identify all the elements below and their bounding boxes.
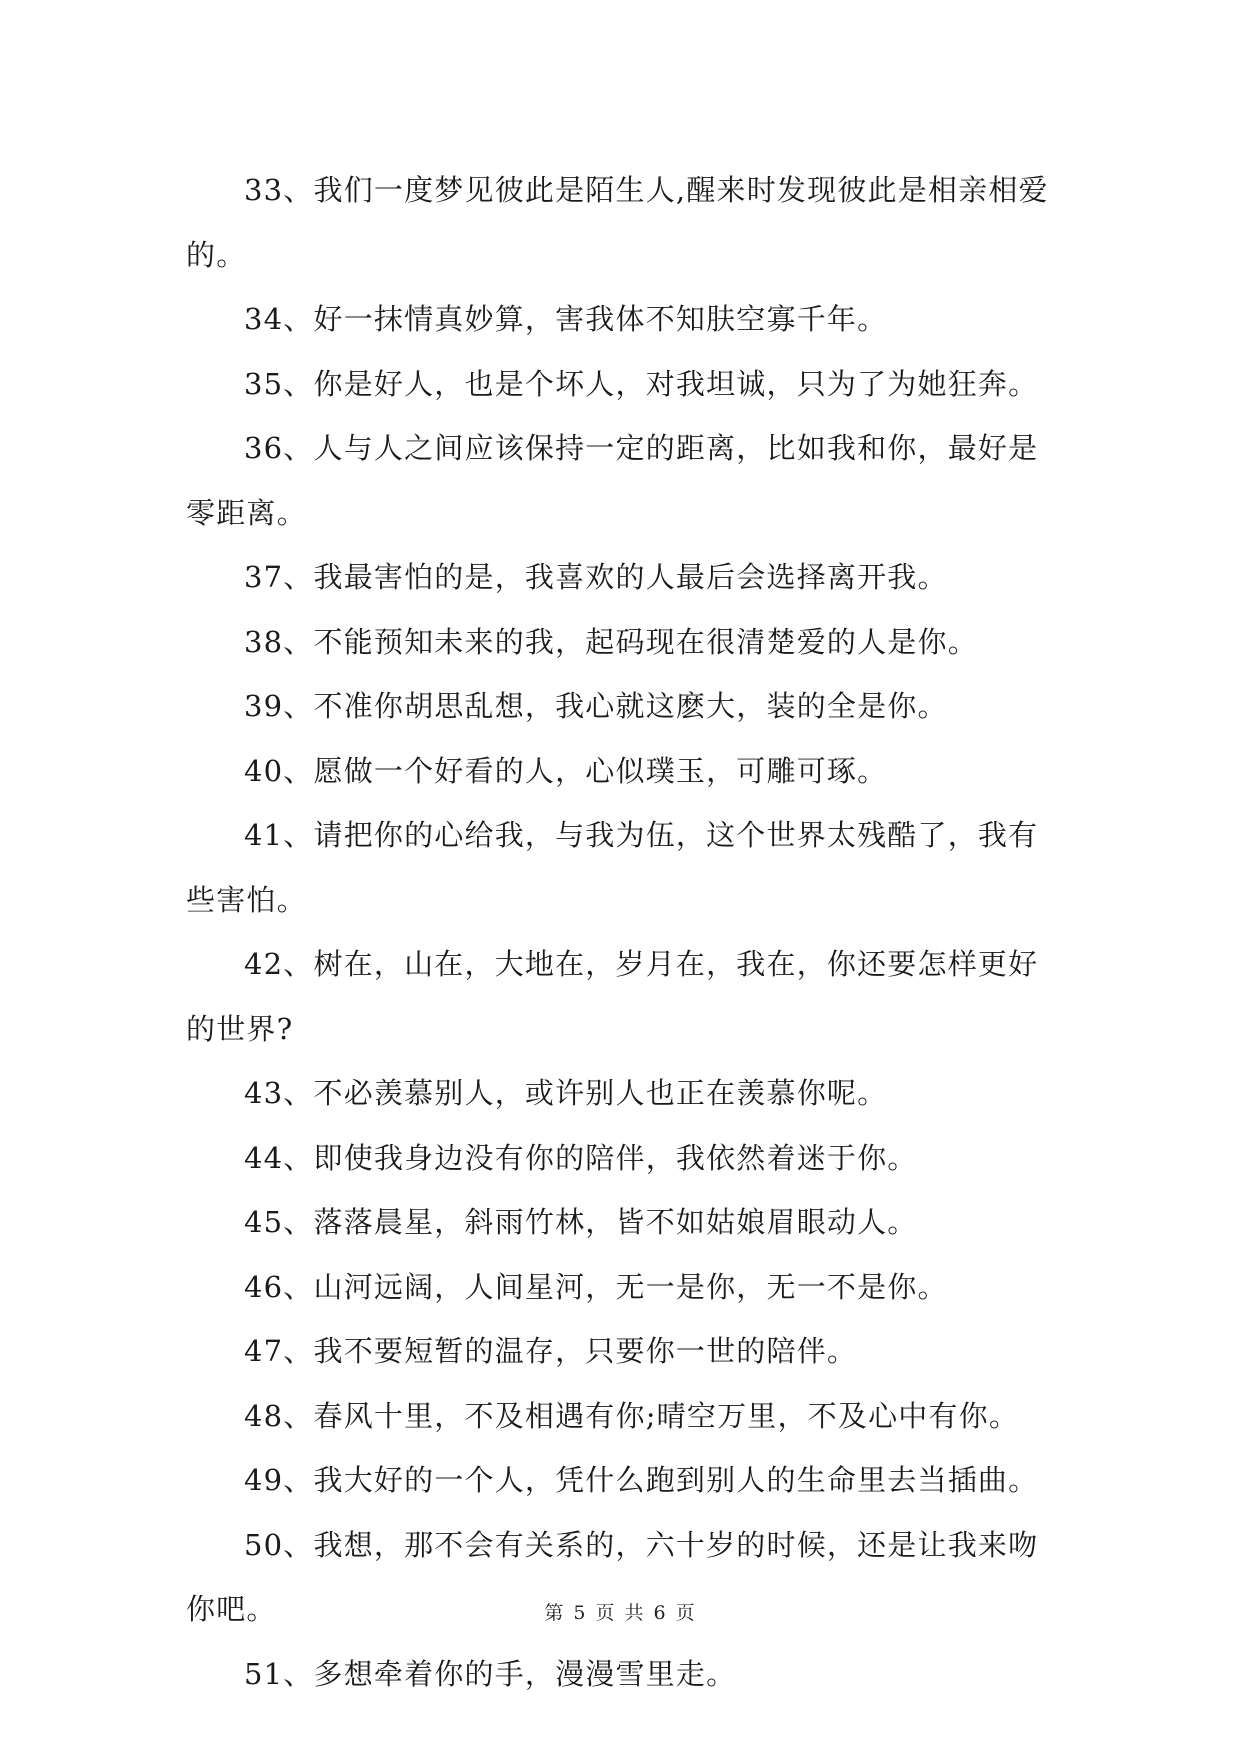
paragraph-50: 50、我想，那不会有关系的，六十岁的时候，还是让我来吻你吧。 (186, 1527, 1039, 1626)
paragraph-47: 47、我不要短暂的温存，只要你一世的陪伴。 (244, 1334, 858, 1368)
paragraph-40: 40、愿做一个好看的人，心似璞玉，可雕可琢。 (244, 753, 888, 788)
paragraph-48: 48、春风十里，不及相遇有你;晴空万里，不及心中有你。 (244, 1398, 1020, 1433)
paragraph-34: 34、好一抹情真妙算，害我体不知肤空寡千年。 (244, 302, 888, 336)
paragraph-39: 39、不准你胡思乱想，我心就这麽大，装的全是你。 (244, 689, 948, 723)
paragraph-35: 35、你是好人，也是个坏人，对我坦诚，只为了为她狂奔。 (244, 366, 1039, 401)
page-number-footer: 第 5 页 共 6 页 (544, 1602, 697, 1624)
paragraph-45: 45、落落晨星，斜雨竹林，皆不如姑娘眉眼动人。 (244, 1205, 918, 1239)
paragraph-51: 51、多想牵着你的手，漫漫雪里走。 (244, 1656, 737, 1691)
paragraph-38: 38、不能预知未来的我，起码现在很清楚爱的人是你。 (244, 624, 978, 659)
paragraph-36: 36、人与人之间应该保持一定的距离，比如我和你，最好是零距离。 (186, 431, 1039, 530)
paragraph-42: 42、树在，山在，大地在，岁月在，我在，你还要怎样更好的世界? (186, 947, 1039, 1046)
paragraph-44: 44、即使我身边没有你的陪伴，我依然着迷于你。 (244, 1140, 918, 1175)
paragraph-46: 46、山河远阔，人间星河，无一是你，无一不是你。 (244, 1269, 948, 1304)
paragraph-33: 33、我们一度梦见彼此是陌生人,醒来时发现彼此是相亲相爱的。 (186, 173, 1049, 272)
paragraph-49: 49、我大好的一个人，凭什么跑到别人的生命里去当插曲。 (244, 1463, 1039, 1497)
document-body (186, 158, 1056, 1706)
paragraph-41: 41、请把你的心给我，与我为伍，这个世界太残酷了，我有些害怕。 (186, 818, 1039, 917)
paragraph-43: 43、不必羡慕别人，或许别人也正在羡慕你呢。 (244, 1076, 888, 1110)
paragraph-37: 37、我最害怕的是，我喜欢的人最后会选择离开我。 (244, 560, 948, 594)
